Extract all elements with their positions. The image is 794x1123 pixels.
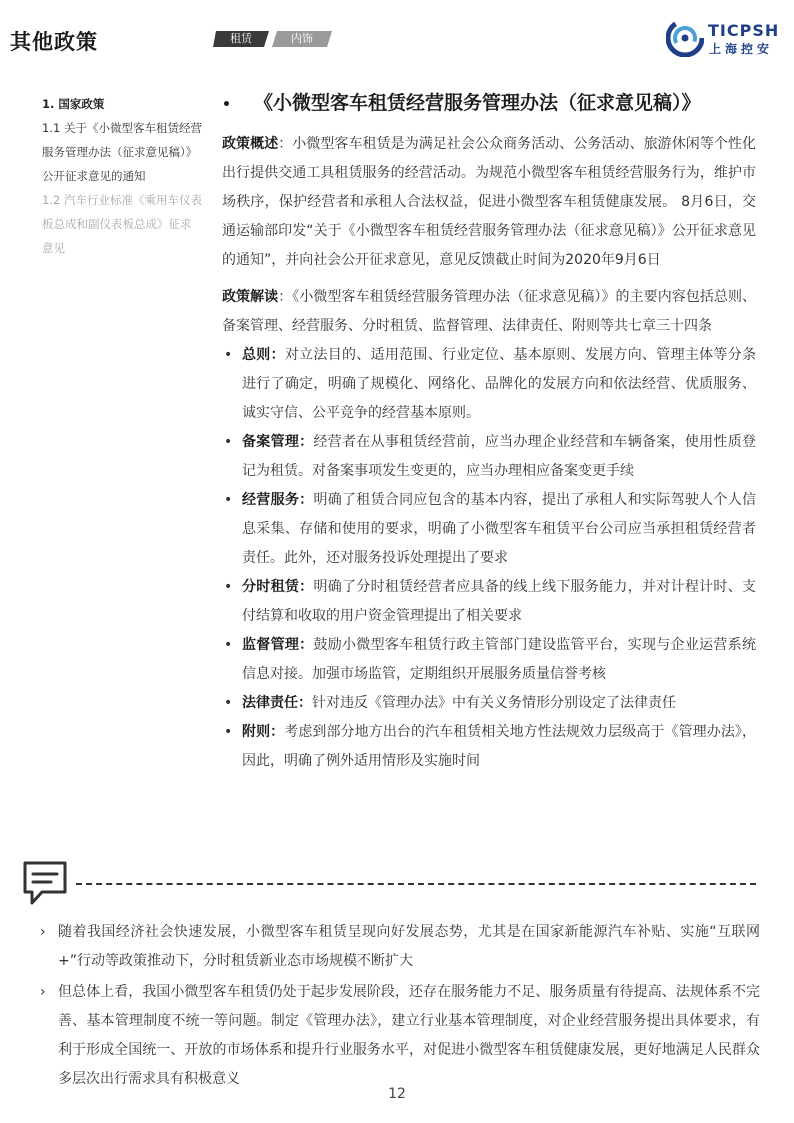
note-text: 随着我国经济社会快速发展，小微型客车租赁呈现向好发展态势，尤其是在国家新能源汽车补贴、实施“互联网+”行动等政策推动下，分时租赁新业态市场规模不断扩大 <box>58 924 760 969</box>
main-content <box>222 86 756 776</box>
company-logo <box>666 19 786 59</box>
chapter-item <box>222 428 756 486</box>
page-title: 其他政策 <box>10 30 98 54</box>
policy-heading <box>222 86 756 122</box>
note-item <box>40 918 760 976</box>
overview-text: ：小微型客车租赁是为满足社会公众商务活动、公务活动、旅游休闲等个性化出行提供交通工具租赁服务的经营活动。为规范小微型客车租赁经营服务行为，维护市场秩序，保护经营者和承租人合法权益，促进小微型客车租赁健康发展。 8月6日，交通运输部印发“关于《小微型客车租赁经营服务管理办法（征求意见稿）》公开征求意见的通知”，并向社会公开征求意见，意见反馈截止时间为2020年9月6日 <box>222 136 757 268</box>
chapter-item <box>222 341 756 428</box>
side-toc <box>42 92 202 260</box>
chapter-list <box>222 341 756 776</box>
toc-item-1-2[interactable]: 1.2 汽车行业标准《乘用车仪表板总成和副仪表板总成》征求意见 <box>42 193 202 255</box>
chapter-text: 针对违反《管理办法》中有关义务情形分别设定了法律责任 <box>312 695 676 711</box>
logo-text-en: TICPSH <box>708 21 780 40</box>
chapter-item <box>222 718 756 776</box>
policy-interpretation <box>222 283 756 341</box>
note-text: 但总体上看，我国小微型客车租赁仍处于起步发展阶段，还存在服务能力不足、服务质量有待提高、法规体系不完善、基本管理制度不统一等问题。制定《管理办法》，建立行业基本管理制度，对企业经营服务提出具体要求，有利于形成全国统一、开放的市场体系和提升行业服务水平，对促进小微型客车租赁健康发展，更好地满足人民群众多层次出行需求具有积极意义 <box>58 984 760 1087</box>
tag-interior[interactable] <box>272 31 332 47</box>
policy-overview <box>222 130 756 275</box>
note-item <box>40 978 760 1094</box>
section-divider <box>76 883 756 885</box>
chapter-name: 经营服务： <box>242 492 314 508</box>
logo-text-cn: 上海控安 <box>709 42 774 56</box>
chapter-name: 备案管理： <box>242 434 314 450</box>
chapter-name: 分时租赁： <box>242 579 314 595</box>
chapter-text: 经营者在从事租赁经营前，应当办理企业经营和车辆备案，使用性质登记为租赁。对备案事项发生变更的，应当办理相应备案变更手续 <box>242 434 757 479</box>
chapter-item <box>222 631 756 689</box>
chapter-text: 鼓励小微型客车租赁行政主管部门建设监管平台，实现与企业运营系统信息对接。加强市场监管，定期组织开展服务质量信誉考核 <box>242 637 757 682</box>
chapter-item <box>222 486 756 573</box>
overview-label: 政策概述 <box>222 136 279 152</box>
chevron-right-icon: › <box>40 924 46 940</box>
chapter-item <box>222 689 756 718</box>
heading-text: 《小微型客车租赁经营服务管理办法（征求意见稿）》 <box>254 92 701 114</box>
summary-notes <box>40 918 760 1096</box>
comment-icon <box>20 859 70 909</box>
logo-swirl-icon <box>666 19 704 57</box>
chapter-name: 监督管理： <box>242 637 314 653</box>
chapter-text: 对立法目的、适用范围、行业定位、基本原则、发展方向、管理主体等分条进行了确定，明确了规模化、网络化、品牌化的发展方向和依法经营、优质服务、诚实守信、公平竞争的经营基本原则。 <box>242 347 757 421</box>
page-number: 12 <box>388 1086 406 1102</box>
tag-label: 租赁 <box>230 32 252 45</box>
chapter-name: 法律责任： <box>242 695 312 711</box>
chapter-name: 总则： <box>242 347 285 363</box>
heading-bullet: • <box>222 97 231 113</box>
chapter-text: 考虑到部分地方出台的汽车租赁相关地方性法规效力层级高于《管理办法》，因此，明确了例外适用情形及实施时间 <box>242 724 756 769</box>
chevron-right-icon: › <box>40 984 46 1000</box>
chapter-text: 明确了分时租赁经营者应具备的线上线下服务能力，并对计程计时、支付结算和收取的用户资金管理提出了相关要求 <box>242 579 757 624</box>
interpretation-label: 政策解读 <box>222 289 279 305</box>
chapter-name: 附则： <box>242 724 285 740</box>
tag-label: 内饰 <box>291 32 313 45</box>
chapter-item <box>222 573 756 631</box>
interpretation-text: ：《小微型客车租赁经营服务管理办法（征求意见稿）》的主要内容包括总则、备案管理、经营服务、分时租赁、监督管理、法律责任、附则等共七章三十四条 <box>222 289 757 334</box>
tag-rental[interactable] <box>213 31 269 47</box>
toc-section-heading: 1. 国家政策 <box>42 97 105 111</box>
chapter-text: 明确了租赁合同应包含的基本内容，提出了承租人和实际驾驶人个人信息采集、存储和使用的要求，明确了小微型客车租赁平台公司应当承担租赁经营者责任。此外，还对服务投诉处理提出了要求 <box>242 492 757 566</box>
toc-item-1-1[interactable]: 1.1 关于《小微型客车租赁经营服务管理办法（征求意见稿）》公开征求意见的通知 <box>42 121 202 183</box>
